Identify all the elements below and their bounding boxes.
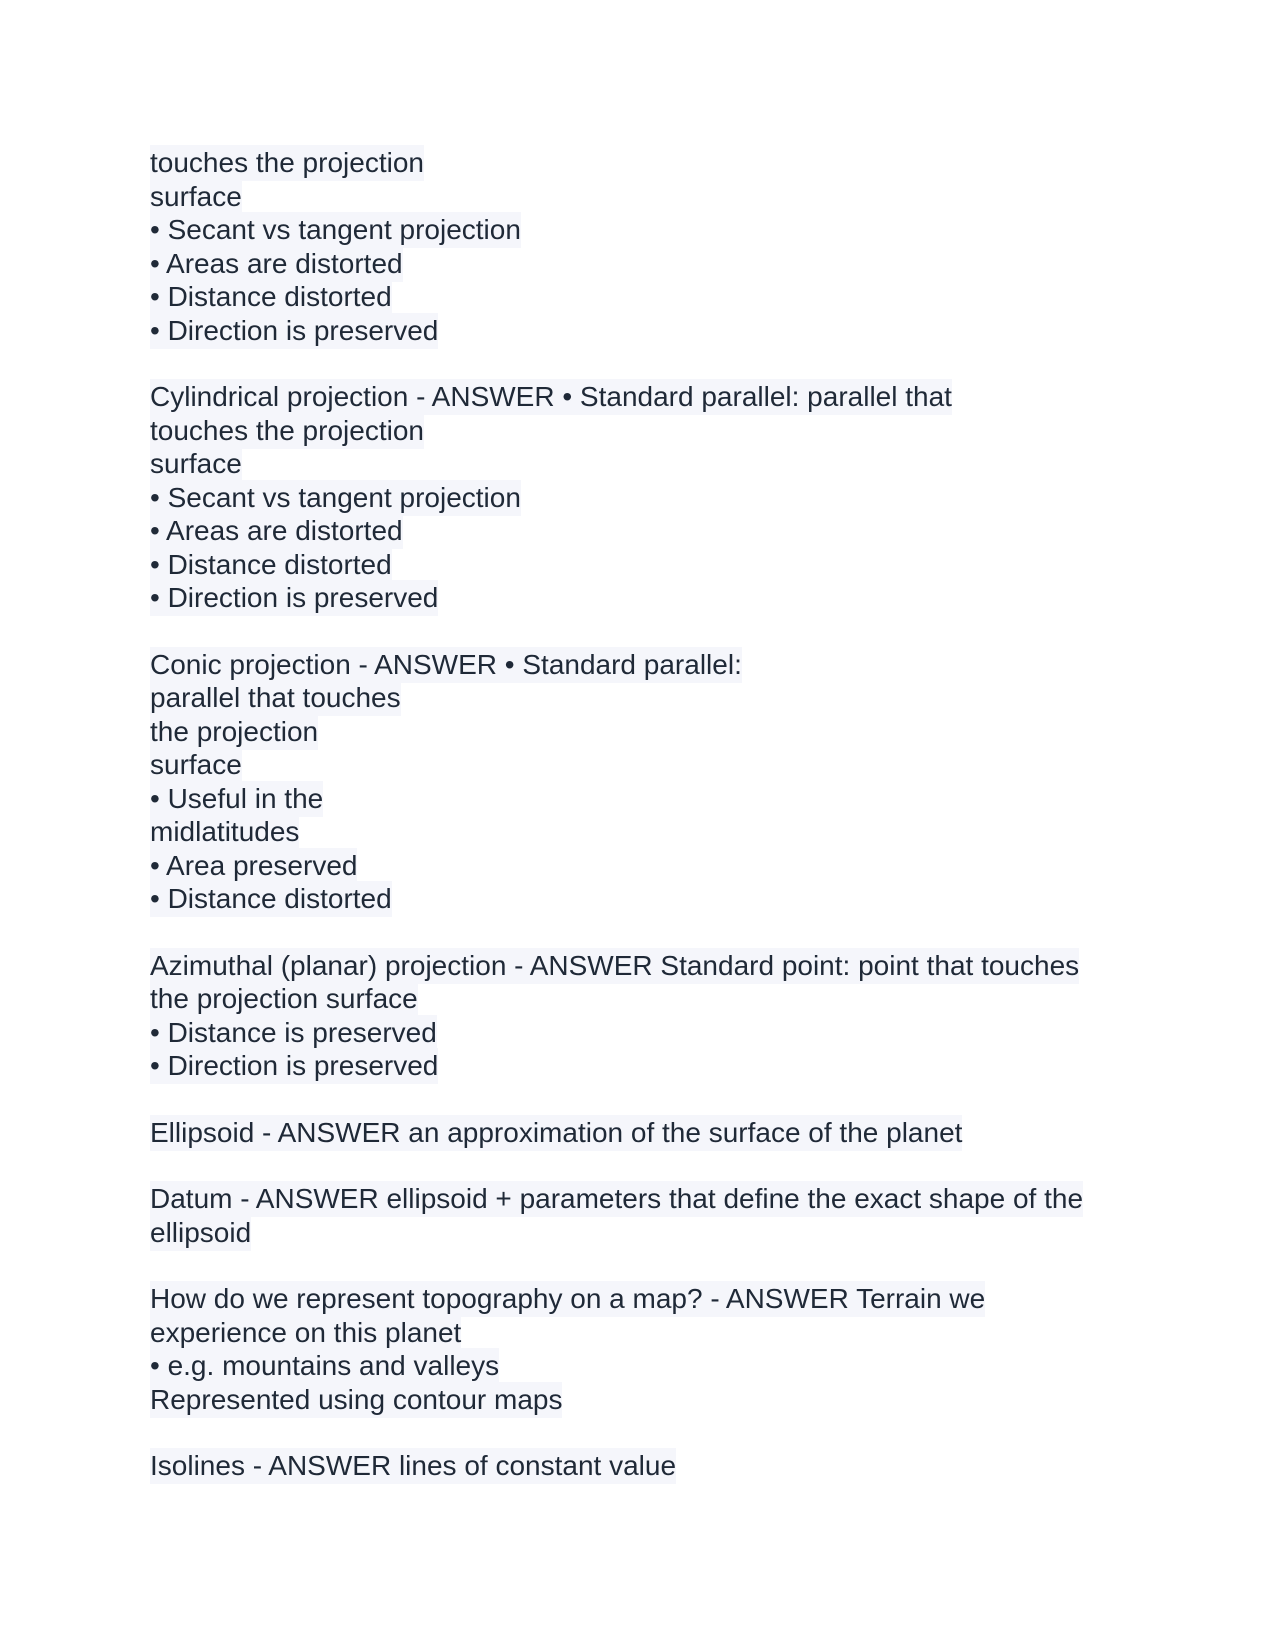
term-line: Isolines - ANSWER lines of constant value: [150, 1449, 1150, 1483]
text-line: midlatitudes: [150, 815, 1150, 849]
note-block-conic-projection: [150, 648, 1150, 916]
note-block-topography: [150, 1282, 1150, 1416]
note-block-datum: [150, 1182, 1150, 1249]
bullet-line: • Distance is preserved: [150, 1016, 1150, 1050]
bullet-line: • Areas are distorted: [150, 514, 1150, 548]
term-line: Datum - ANSWER ellipsoid + parameters that define the exact shape of the: [150, 1182, 1150, 1216]
bullet-line: • Secant vs tangent projection: [150, 213, 1150, 247]
text-line: touches the projection: [150, 414, 1150, 448]
term-line: How do we represent topography on a map? - ANSWER Terrain we: [150, 1282, 1150, 1316]
text-line: ellipsoid: [150, 1216, 1150, 1250]
text-line: surface: [150, 447, 1150, 481]
bullet-line: • e.g. mountains and valleys: [150, 1349, 1150, 1383]
term-line: Conic projection - ANSWER • Standard parallel:: [150, 648, 1150, 682]
note-block-cylindrical-projection: [150, 380, 1150, 615]
text-line: surface: [150, 748, 1150, 782]
text-line: experience on this planet: [150, 1316, 1150, 1350]
term-line: Azimuthal (planar) projection - ANSWER Standard point: point that touches: [150, 949, 1150, 983]
term-line: Cylindrical projection - ANSWER • Standard parallel: parallel that: [150, 380, 1150, 414]
text-line: the projection surface: [150, 982, 1150, 1016]
term-line: Ellipsoid - ANSWER an approximation of the surface of the planet: [150, 1116, 1150, 1150]
note-block-azimuthal-projection: [150, 949, 1150, 1083]
bullet-line: • Area preserved: [150, 849, 1150, 883]
text-line: parallel that touches: [150, 681, 1150, 715]
text-line: surface: [150, 180, 1150, 214]
bullet-line: • Secant vs tangent projection: [150, 481, 1150, 515]
bullet-line: • Direction is preserved: [150, 314, 1150, 348]
bullet-line: • Distance distorted: [150, 882, 1150, 916]
bullet-line: • Distance distorted: [150, 548, 1150, 582]
bullet-line: • Areas are distorted: [150, 247, 1150, 281]
bullet-line: • Useful in the: [150, 782, 1150, 816]
bullet-line: • Direction is preserved: [150, 581, 1150, 615]
text-line: touches the projection: [150, 146, 1150, 180]
text-line: the projection: [150, 715, 1150, 749]
note-block-ellipsoid: [150, 1116, 1150, 1150]
note-block-isolines: [150, 1449, 1150, 1483]
text-line: Represented using contour maps: [150, 1383, 1150, 1417]
note-block-1: [150, 146, 1150, 347]
bullet-line: • Direction is preserved: [150, 1049, 1150, 1083]
study-notes: [150, 146, 1150, 1516]
bullet-line: • Distance distorted: [150, 280, 1150, 314]
